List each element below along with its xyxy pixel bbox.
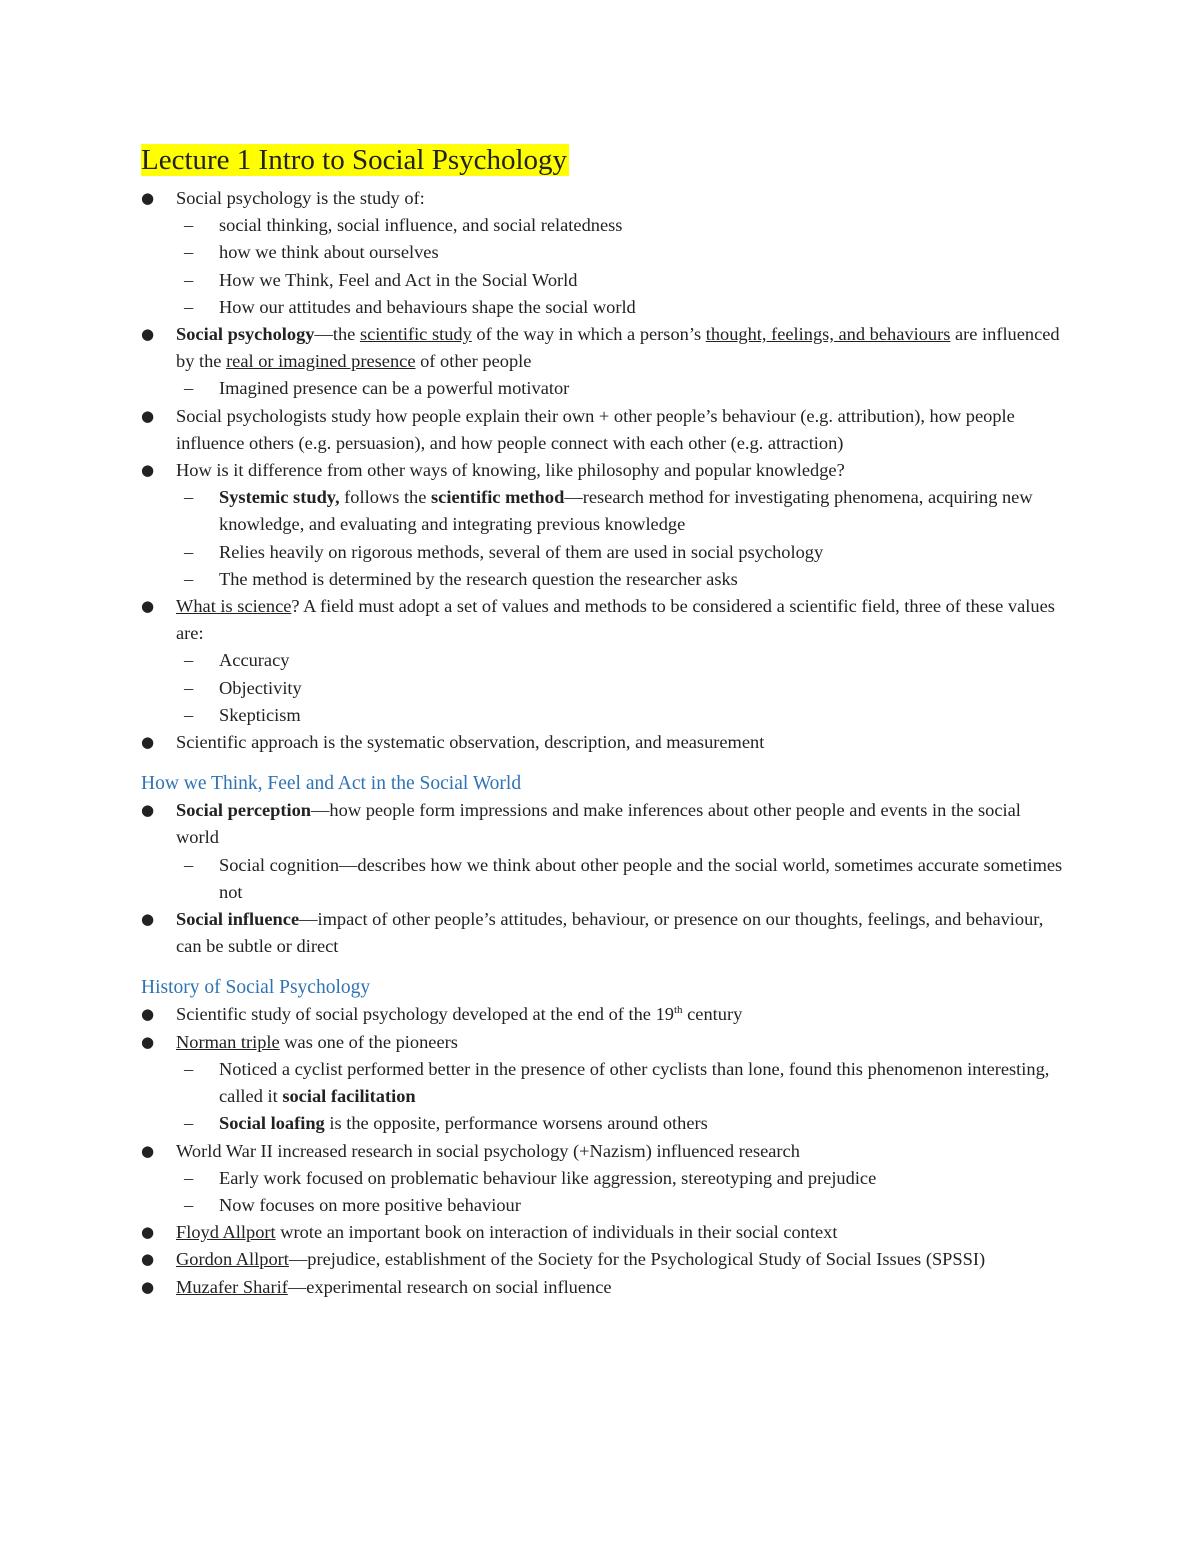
section-spacer [141, 756, 1066, 770]
sub-bullet-item [176, 852, 1066, 906]
bullet-item [141, 457, 1066, 593]
text-run: Relies heavily on rigorous methods, several of them are used in social psychology [219, 541, 824, 562]
bullet-item [141, 321, 1066, 403]
underlined-term: thought, feelings, and behaviours [705, 324, 951, 345]
text-run: Skepticism [219, 704, 301, 725]
text-run: —the [314, 324, 360, 345]
text-run: th [673, 1004, 683, 1017]
bullet-text [176, 1001, 1066, 1028]
bullet-item [141, 1246, 1066, 1273]
bullet-list [141, 797, 1066, 960]
underlined-term: Gordon Allport [176, 1249, 289, 1270]
sub-bullet-item [176, 566, 1066, 593]
bullet-text [176, 729, 1066, 756]
text-run: How we Think, Feel and Act in the Social World [219, 269, 578, 290]
bold-term: Social loafing [219, 1113, 325, 1134]
sub-bullet-list [176, 212, 1066, 321]
text-run: How our attitudes and behaviours shape the social world [219, 296, 636, 317]
text-run: was one of the pioneers [279, 1031, 458, 1052]
text-run: —prejudice, establishment of the Society for the Psychological Study of Social Issues (SPSSI) [288, 1249, 986, 1270]
text-run: —how people form impressions and make inferences about other people and events in the social world [176, 800, 1021, 848]
text-run: How is it difference from other ways of knowing, like philosophy and popular knowledge? [176, 460, 845, 481]
bullet-item [141, 1029, 1066, 1138]
bold-term: Social influence [176, 909, 300, 930]
text-run: The method is determined by the research question the researcher asks [219, 568, 738, 589]
underlined-term: Muzafer Sharif [176, 1276, 288, 1297]
bullet-item [141, 593, 1066, 729]
text-run: Noticed a cyclist performed better in the presence of other cyclists than lone, found this phenomenon interesting, called it [219, 1058, 1050, 1107]
sub-bullet-list [176, 852, 1066, 906]
sub-bullet-item [176, 702, 1066, 729]
section-heading: History of Social Psychology [141, 977, 371, 999]
text-run: World War II increased research in social psychology (+Nazism) influenced research [176, 1140, 800, 1161]
sub-bullet-item [176, 294, 1066, 321]
document-title [141, 141, 1066, 179]
bullet-item [141, 906, 1066, 960]
text-run: Imagined presence can be a powerful motivator [219, 378, 570, 399]
text-run: —impact of other people’s attitudes, behaviour, or presence on our thoughts, feelings, and behaviour, can be subtle or direct [176, 909, 1044, 957]
text-run: Accuracy [219, 650, 290, 671]
underlined-term: real or imagined presence [226, 351, 416, 372]
section-spacer [141, 960, 1066, 974]
text-run: —experimental research on social influence [287, 1276, 612, 1297]
bullet-text [176, 1138, 1066, 1165]
bullet-text [176, 593, 1066, 647]
document-body [141, 141, 1066, 1301]
sub-bullet-list [176, 484, 1066, 593]
bullet-text [176, 1274, 1066, 1301]
sub-bullet-item [176, 239, 1066, 266]
text-run: ? A field must adopt a set of values and methods to be considered a scientific field, three of these values are: [176, 596, 1055, 644]
bullet-text [176, 1219, 1066, 1246]
text-run: are influenced by the [176, 324, 1060, 372]
underlined-term: scientific study [359, 324, 472, 345]
bullet-text [176, 1246, 1066, 1273]
bold-term: social facilitation [282, 1086, 416, 1107]
bold-term: Social psychology [176, 324, 315, 345]
text-run: Early work focused on problematic behaviour like aggression, stereotyping and prejudice [219, 1167, 877, 1188]
text-run: century [682, 1004, 743, 1025]
bold-term: Systemic study, [219, 487, 340, 508]
text-run: Social psychologists study how people explain their own + other people’s behaviour (e.g. attribution), how people influence others (e.g. persuasion), and how people connect with each other (e.g. attraction) [176, 405, 1015, 453]
text-run: of other people [415, 351, 532, 372]
text-run: Social psychology is the study of: [176, 188, 425, 208]
bullet-item [141, 403, 1066, 457]
text-run: Scientific study of social psychology developed at the end of the 19 [176, 1004, 674, 1025]
text-run: Objectivity [219, 677, 302, 698]
bullet-item [141, 1219, 1066, 1246]
sub-bullet-item [176, 539, 1066, 566]
sub-bullet-item [176, 1192, 1066, 1219]
sub-bullet-item [176, 1165, 1066, 1192]
bullet-list [141, 185, 1066, 756]
bold-term: Social perception [176, 800, 312, 821]
bullet-item [141, 185, 1066, 321]
text-run: is the opposite, performance worsens around others [324, 1113, 708, 1134]
sub-bullet-list [176, 375, 1066, 402]
bullet-text [176, 797, 1066, 851]
bullet-item [141, 1138, 1066, 1220]
bullet-text [176, 457, 1066, 484]
sub-bullet-item [176, 675, 1066, 702]
bullet-item [141, 1274, 1066, 1301]
underlined-term: Norman triple [176, 1031, 280, 1052]
bullet-item [141, 1001, 1066, 1028]
sub-bullet-list [176, 1056, 1066, 1138]
text-run: of the way in which a person’s [471, 324, 706, 345]
bullet-text [176, 1029, 1066, 1056]
text-run: follows the [339, 487, 432, 508]
text-run: Now focuses on more positive behaviour [219, 1194, 521, 1215]
sub-bullet-item [176, 212, 1066, 239]
sub-bullet-item [176, 267, 1066, 294]
bullet-item [141, 729, 1066, 756]
bullet-list [141, 1001, 1066, 1300]
bullet-item [141, 797, 1066, 906]
text-run: Social cognition—describes how we think about other people and the social world, sometimes accurate sometimes not [219, 854, 1063, 902]
text-run: social thinking, social influence, and social relatedness [219, 215, 623, 236]
sub-bullet-item [176, 375, 1066, 402]
section-heading: How we Think, Feel and Act in the Social World [141, 773, 522, 795]
title-highlight: Lecture 1 Intro to Social Psychology [141, 144, 568, 176]
sub-bullet-list [176, 647, 1066, 729]
text-run: wrote an important book on interaction of individuals in their social context [275, 1222, 838, 1243]
bold-term: scientific method [431, 487, 565, 508]
text-run: Scientific approach is the systematic observation, description, and measurement [176, 732, 765, 753]
sub-bullet-item [176, 484, 1066, 538]
sub-bullet-list [176, 1165, 1066, 1219]
underlined-term: Floyd Allport [176, 1222, 276, 1243]
sub-bullet-item [176, 1110, 1066, 1137]
text-run: —research method for investigating phenomena, acquiring new knowledge, and evaluating and integrating previous knowledge [219, 487, 1033, 535]
sub-bullet-item [176, 647, 1066, 674]
bullet-text [176, 906, 1066, 960]
bullet-text [176, 321, 1066, 375]
text-run: how we think about ourselves [219, 242, 439, 263]
bullet-text [176, 403, 1066, 457]
sub-bullet-item [176, 1056, 1066, 1110]
bullet-text [176, 185, 1066, 212]
underlined-term: What is science [176, 596, 292, 617]
